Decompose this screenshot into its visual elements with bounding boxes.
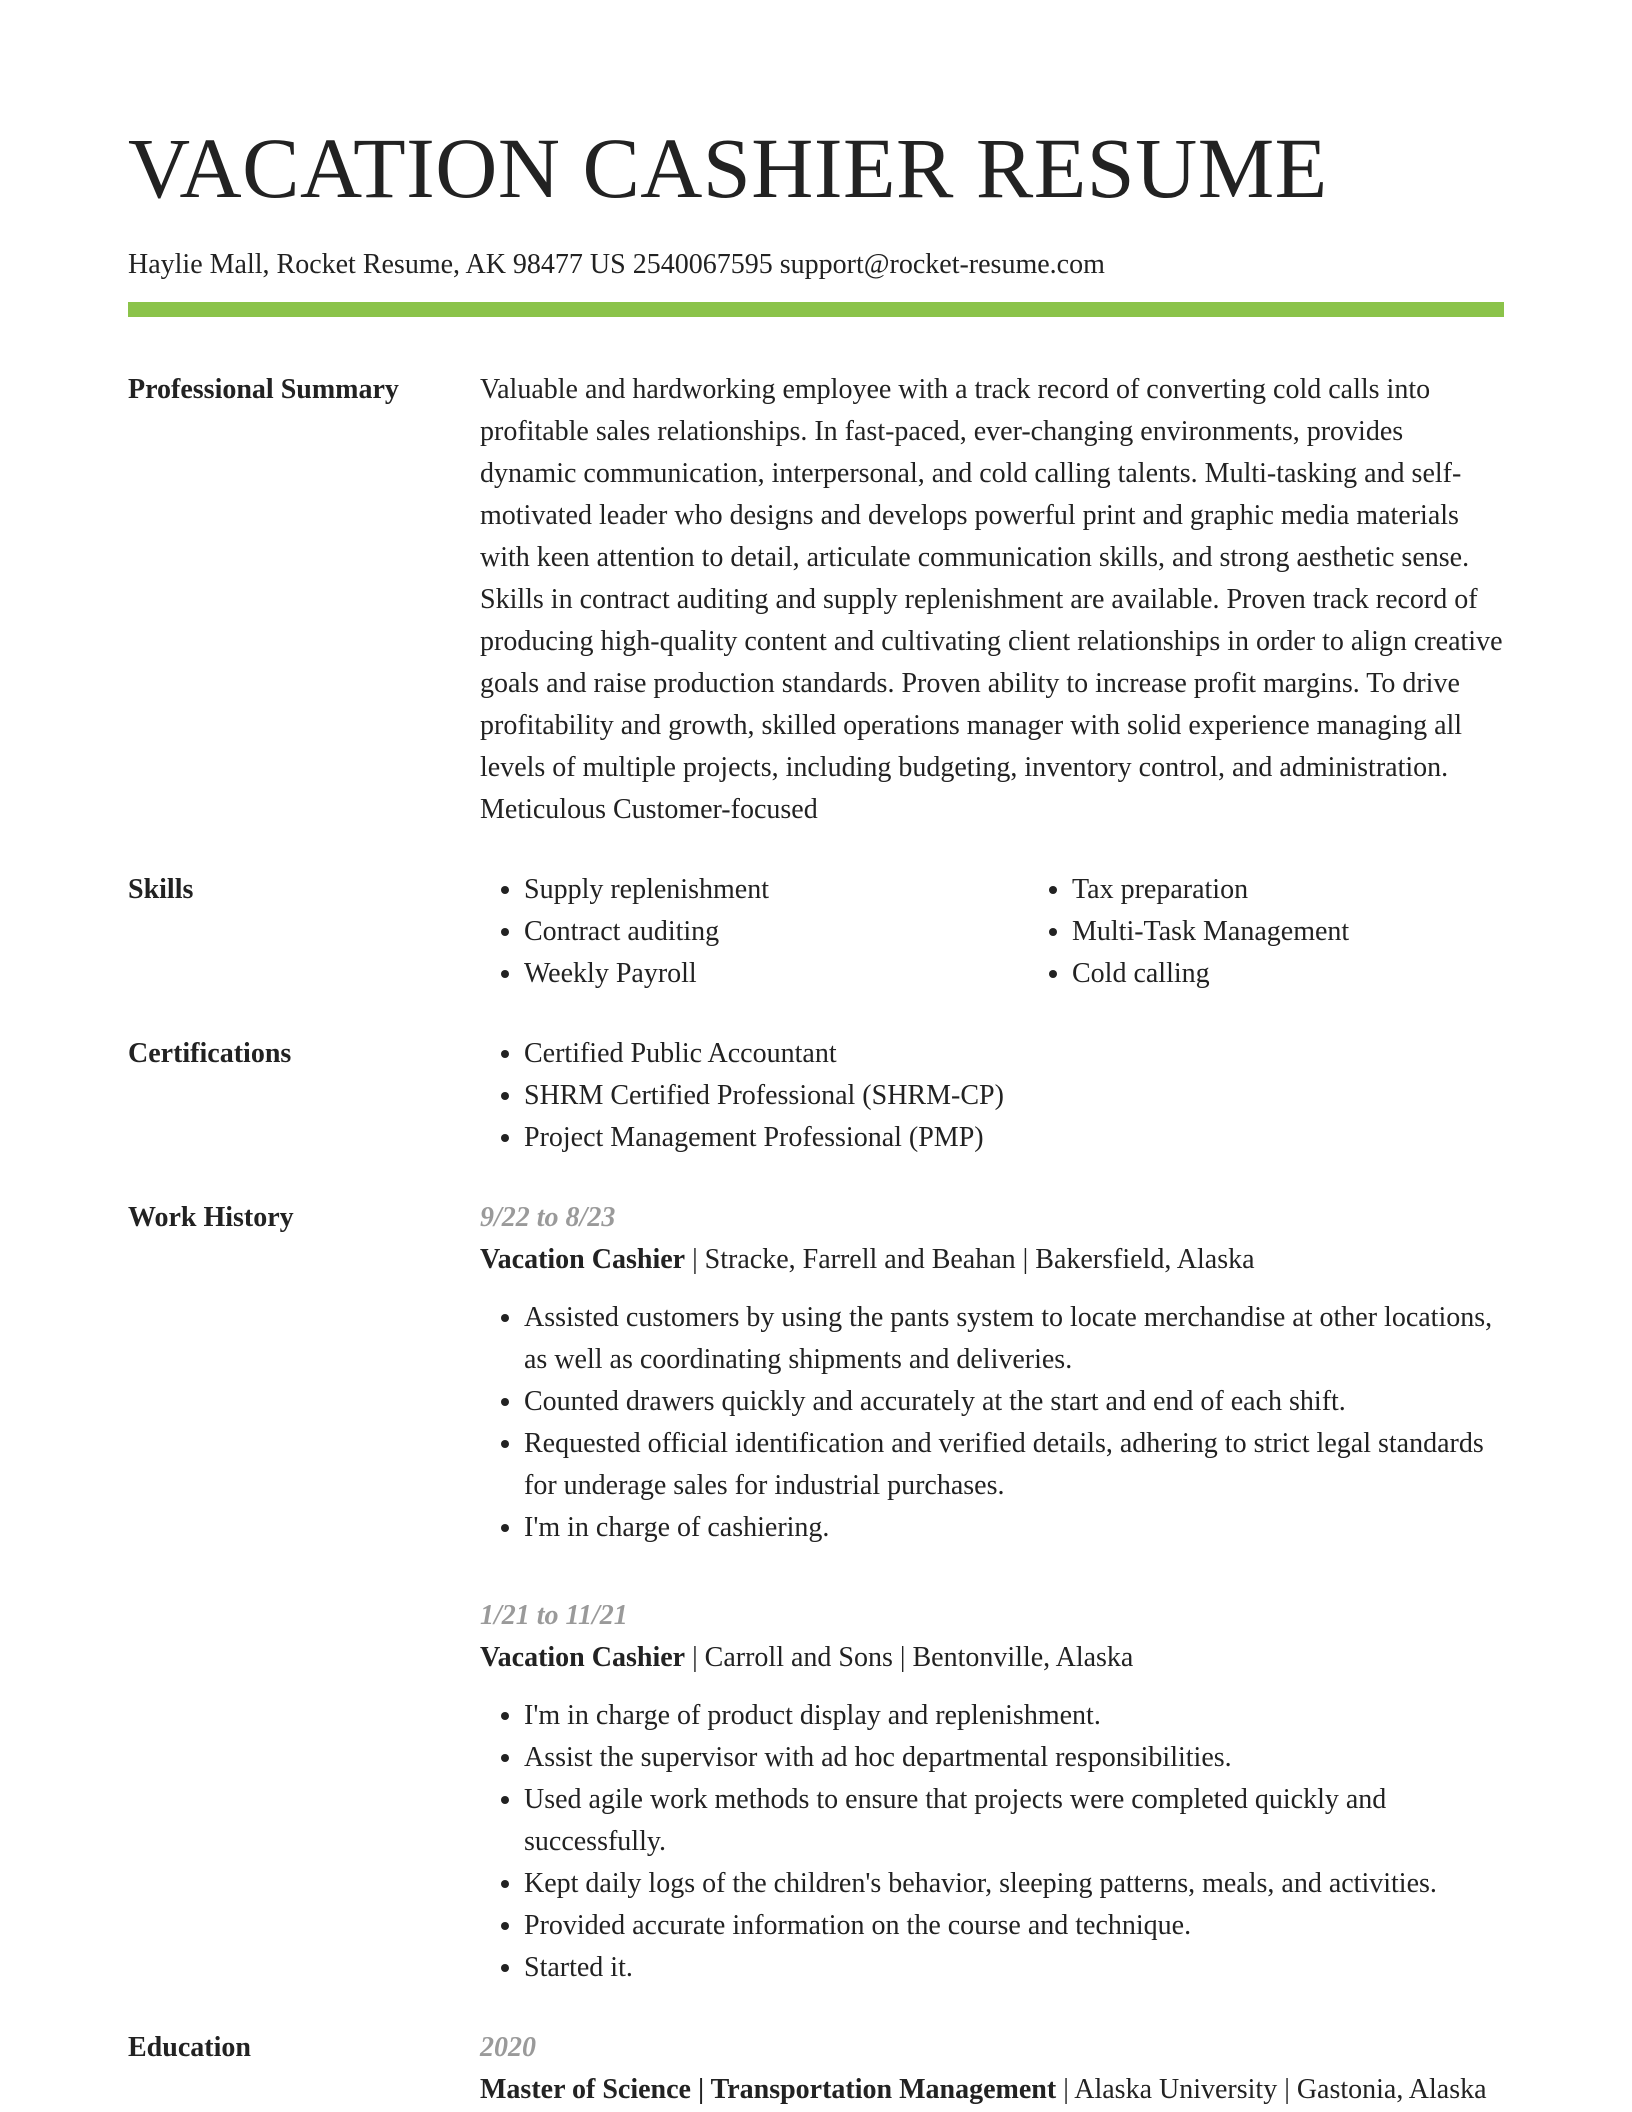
skill-item: • Tax preparation: [1072, 869, 1576, 911]
job-entry: [480, 1595, 1504, 1989]
skill-item: • Supply replenishment: [524, 869, 1028, 911]
skill-item: • Cold calling: [1072, 953, 1576, 995]
certification-item: • SHRM Certified Professional (SHRM-CP): [524, 1075, 1504, 1117]
section-label: Education: [128, 2032, 251, 2063]
job-title: Vacation Cashier: [480, 1642, 686, 1673]
job-bullet: • Started it.: [524, 1947, 1504, 1989]
job-bullet: • I'm in charge of product display and replenishment.: [524, 1695, 1504, 1737]
resume-title: VACATION CASHIER RESUME: [128, 120, 1328, 216]
skill-item: • Weekly Payroll: [524, 953, 1028, 995]
job-bullet: • Assisted customers by using the pants system to locate merchandise at other locations, as well as coordinating shipments and deliveries.: [524, 1297, 1504, 1381]
skills-section: [128, 869, 1504, 995]
certifications-list: [480, 1033, 1504, 1159]
section-label: Certifications: [128, 1038, 292, 1069]
section-label: Work History: [128, 1202, 294, 1233]
section-label: Skills: [128, 874, 194, 905]
job-bullets: [480, 1695, 1504, 1989]
job-dates: 9/22 to 8/23: [480, 1202, 616, 1233]
contact-line: Haylie Mall, Rocket Resume, AK 98477 US 2540067595 support@rocket-resume.com: [128, 249, 1105, 280]
education-heading: [480, 2069, 1504, 2111]
job-bullet: • Provided accurate information on the course and technique.: [524, 1905, 1504, 1947]
certification-item: • Project Management Professional (PMP): [524, 1117, 1504, 1159]
resume-page: [128, 0, 1504, 2111]
job-bullet: • I'm in charge of cashiering.: [524, 1507, 1504, 1549]
summary-text: Valuable and hardworking employee with a track record of converting cold calls into profitable sales relationships. In fast-paced, ever-changing environments, provides dynamic communication, interpersonal, and cold calling talents. Multi-tasking and self-motivated leader who designs and develops powerful print and graphic media materials with keen attention to detail, articulate communication skills, and strong aesthetic sense. Skills in contract auditing and supply replenishment are available. Proven track record of producing high-quality content and cultivating client relationships in order to align creative goals and raise production standards. Proven ability to increase profit margins. To drive profitability and growth, skilled operations manager with solid experience managing all levels of multiple projects, including budgeting, inventory control, and administration. Meticulous Customer-focused: [480, 374, 1503, 825]
degree-title: Master of Science | Transportation Management: [480, 2074, 1057, 2105]
skill-item: • Multi-Task Management: [1072, 911, 1576, 953]
education-year: 2020: [480, 2032, 536, 2063]
job-entry: [480, 1197, 1504, 1549]
certification-item: • Certified Public Accountant: [524, 1033, 1504, 1075]
job-bullet: • Counted drawers quickly and accurately at the start and end of each shift.: [524, 1381, 1504, 1423]
skill-item: • Contract auditing: [524, 911, 1028, 953]
education-section: [128, 2027, 1504, 2111]
job-dates: 1/21 to 11/21: [480, 1600, 628, 1631]
job-bullet: • Assist the supervisor with ad hoc departmental responsibilities.: [524, 1737, 1504, 1779]
job-details: | Carroll and Sons | Bentonville, Alaska: [685, 1642, 1134, 1673]
summary-section: [128, 369, 1504, 831]
accent-divider: [128, 302, 1504, 317]
certifications-section: [128, 1033, 1504, 1159]
section-label: Professional Summary: [128, 374, 399, 405]
job-title: Vacation Cashier: [480, 1244, 686, 1275]
job-details: | Stracke, Farrell and Beahan | Bakersfield, Alaska: [685, 1244, 1255, 1275]
work-history-section: [128, 1197, 1504, 1989]
job-bullet: • Kept daily logs of the children's behavior, sleeping patterns, meals, and activities.: [524, 1863, 1504, 1905]
job-heading: [480, 1637, 1504, 1679]
job-bullet: • Requested official identification and verified details, adhering to strict legal standards for underage sales for industrial purchases.: [524, 1423, 1504, 1507]
job-bullets: [480, 1297, 1504, 1549]
skills-list-right: [1028, 869, 1576, 995]
education-details: | Alaska University | Gastonia, Alaska: [1056, 2074, 1487, 2105]
skills-list-left: [480, 869, 1028, 995]
job-bullet: • Used agile work methods to ensure that projects were completed quickly and successfully.: [524, 1779, 1504, 1863]
job-heading: [480, 1239, 1504, 1281]
